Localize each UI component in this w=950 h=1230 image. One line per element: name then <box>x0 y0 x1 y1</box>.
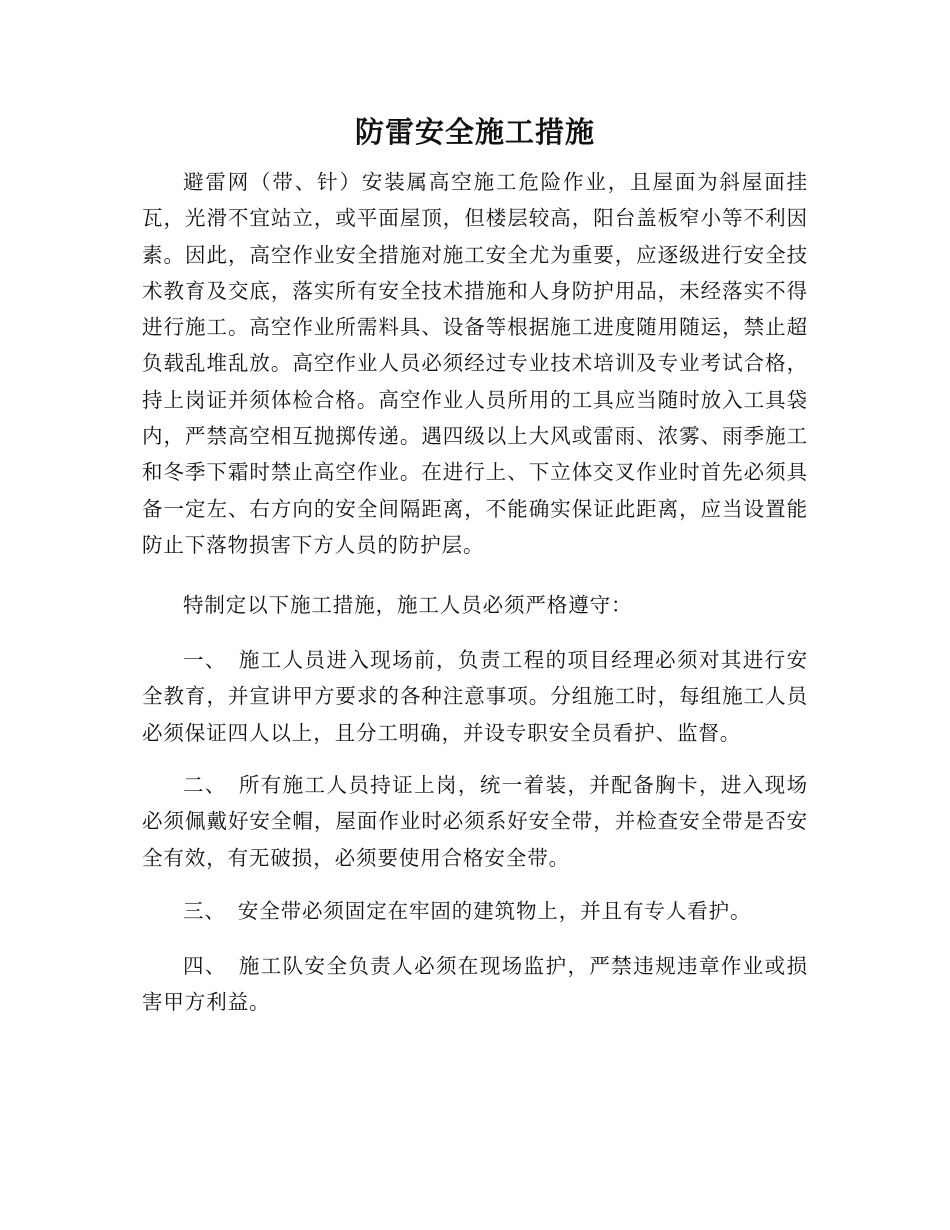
measure-item-3 <box>142 893 808 929</box>
document-title: 防雷安全施工措施 <box>354 115 595 149</box>
intro-paragraph: 避雷网（带、针）安装属高空施工危险作业，且屋面为斜屋面挂瓦，光滑不宜站立，或平面屋顶，但楼层较高，阳台盖板窄小等不利因素。因此，高空作业安全措施对施工安全尤为重要，应逐级进行安全技术教育及交底，落实所有安全技术措施和人身防护用品，未经落实不得进行施工。高空作业所需料具、设备等根据施工进度随用随运，禁止超负载乱堆乱放。高空作业人员必须经过专业技术培训及专业考试合格，持上岗证并须体检合格。高空作业人员所用的工具应当随时放入工具袋内，严禁高空相互抛掷传递。遇四级以上大风或雷雨、浓雾、雨季施工和冬季下霜时禁止高空作业。在进行上、下立体交叉作业时首先必须具备一定左、右方向的安全间隔距离，不能确实保证此距离，应当设置能防止下落物损害下方人员的防护层。 <box>142 170 808 557</box>
measure-item-number: 二、 <box>183 773 227 797</box>
measure-item-text: 安全带必须固定在牢固的建筑物上，并且有专人看护。 <box>237 899 752 923</box>
measure-item-4 <box>142 948 808 1021</box>
measure-item-2 <box>142 767 808 876</box>
measure-item-text: 施工人员进入现场前，负责工程的项目经理必须对其进行安全教育，并宣讲甲方要求的各种注意事项。分组施工时，每组施工人员必须保证四人以上，且分工明确，并设专职安全员看护、监督。 <box>142 648 808 745</box>
measure-item-text: 施工队安全负责人必须在现场监护，严禁违规违章作业或损害甲方利益。 <box>142 954 808 1015</box>
measure-item-1 <box>142 642 808 751</box>
measure-item-number: 三、 <box>183 899 226 923</box>
measure-item-number: 四、 <box>183 954 227 978</box>
measure-item-text: 所有施工人员持证上岗，统一着装，并配备胸卡，进入现场必须佩戴好安全帽，屋面作业时必须系好安全带，并检查安全带是否安全有效，有无破损，必须要使用合格安全带。 <box>142 773 808 870</box>
lead-paragraph: 特制定以下施工措施，施工人员必须严格遵守： <box>183 593 633 617</box>
measure-item-number: 一、 <box>183 648 227 672</box>
